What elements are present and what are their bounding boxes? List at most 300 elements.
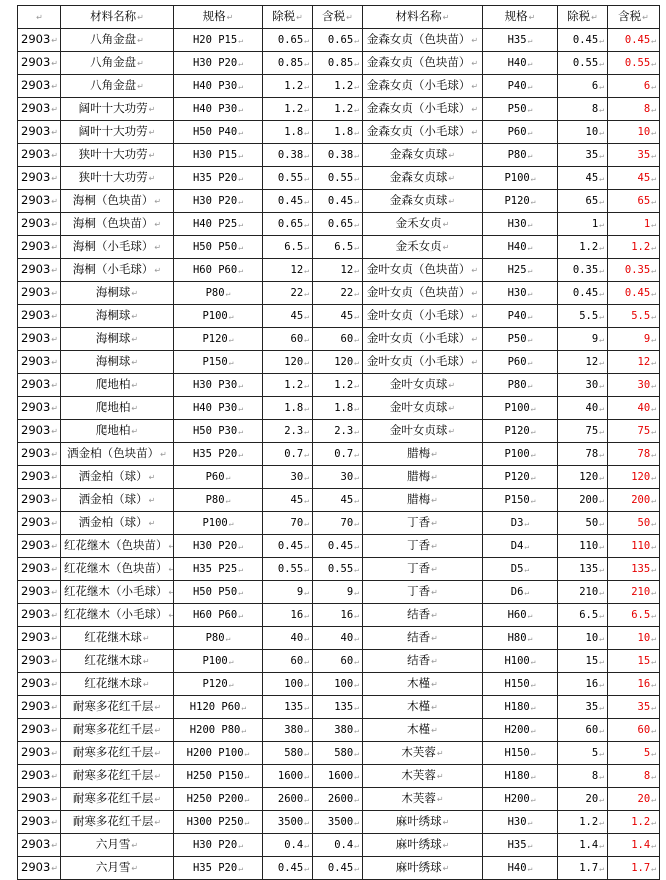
cell-excl-tax-right: 6 ↵ xyxy=(558,75,608,98)
cell-excl-tax-right: 10 ↵ xyxy=(558,121,608,144)
cell-excl-tax-left: 9 ↵ xyxy=(263,581,313,604)
cell-name-right: 金叶女贞（小毛球） ↵ xyxy=(363,305,483,328)
table-row xyxy=(18,351,660,374)
table-row xyxy=(18,397,660,420)
cell-name-left: 八角金盘 ↵ xyxy=(61,29,174,52)
cell-spec-right: H40 ↵ xyxy=(483,857,558,880)
cell-excl-tax-left: 1.2 ↵ xyxy=(263,98,313,121)
cell-spec-right: P100 ↵ xyxy=(483,443,558,466)
cell-excl-tax-right: 30 ↵ xyxy=(558,374,608,397)
header-spec-right: 规格 ↵ xyxy=(483,6,558,29)
cell-code: 2903 ↵ xyxy=(18,190,61,213)
cell-spec-left: H40 P30 ↵ xyxy=(174,98,263,121)
cell-excl-tax-right: 1 ↵ xyxy=(558,213,608,236)
cell-name-left: 阔叶十大功劳 ↵ xyxy=(61,121,174,144)
cell-name-right: 金叶女贞（色块苗） ↵ xyxy=(363,282,483,305)
table-row xyxy=(18,857,660,880)
cell-excl-tax-right: 45 ↵ xyxy=(558,167,608,190)
cell-excl-tax-right: 210 ↵ xyxy=(558,581,608,604)
cell-spec-left: H30 P20 ↵ xyxy=(174,834,263,857)
cell-excl-tax-left: 22 ↵ xyxy=(263,282,313,305)
cell-incl-tax-right: 16 ↵ xyxy=(608,673,660,696)
cell-code: 2903 ↵ xyxy=(18,236,61,259)
cell-name-right: 金森女贞球 ↵ xyxy=(363,144,483,167)
cell-incl-tax-left: 70 ↵ xyxy=(313,512,363,535)
cell-name-left: 红花继木（色块苗） ↵ xyxy=(61,535,174,558)
cell-incl-tax-right: 35 ↵ xyxy=(608,696,660,719)
cell-excl-tax-right: 78 ↵ xyxy=(558,443,608,466)
cell-name-right: 金叶女贞（小毛球） ↵ xyxy=(363,351,483,374)
cell-code: 2903 ↵ xyxy=(18,351,61,374)
cell-spec-right: P60 ↵ xyxy=(483,121,558,144)
cell-spec-left: H60 P60 ↵ xyxy=(174,259,263,282)
cell-name-right: 木槿 ↵ xyxy=(363,719,483,742)
cell-excl-tax-left: 2.3 ↵ xyxy=(263,420,313,443)
cell-incl-tax-left: 6.5 ↵ xyxy=(313,236,363,259)
table-row xyxy=(18,765,660,788)
cell-name-right: 木芙蓉 ↵ xyxy=(363,765,483,788)
header-excl-tax-right: 除税 ↵ xyxy=(558,6,608,29)
table-row xyxy=(18,673,660,696)
cell-incl-tax-left: 0.65 ↵ xyxy=(313,213,363,236)
cell-name-left: 红花继木球 ↵ xyxy=(61,627,174,650)
cell-spec-left: H40 P30 ↵ xyxy=(174,397,263,420)
cell-spec-left: P120 ↵ xyxy=(174,328,263,351)
cell-name-right: 木槿 ↵ xyxy=(363,673,483,696)
cell-excl-tax-right: 50 ↵ xyxy=(558,512,608,535)
cell-excl-tax-left: 100 ↵ xyxy=(263,673,313,696)
cell-excl-tax-right: 35 ↵ xyxy=(558,144,608,167)
cell-incl-tax-left: 0.55 ↵ xyxy=(313,167,363,190)
cell-excl-tax-left: 0.65 ↵ xyxy=(263,213,313,236)
cell-code: 2903 ↵ xyxy=(18,282,61,305)
cell-name-right: 结香 ↵ xyxy=(363,650,483,673)
cell-code: 2903 ↵ xyxy=(18,420,61,443)
cell-name-right: 麻叶绣球 ↵ xyxy=(363,834,483,857)
cell-spec-right: P120 ↵ xyxy=(483,466,558,489)
cell-spec-right: H180 ↵ xyxy=(483,765,558,788)
table-row xyxy=(18,489,660,512)
cell-excl-tax-right: 5.5 ↵ xyxy=(558,305,608,328)
cell-excl-tax-left: 1.8 ↵ xyxy=(263,397,313,420)
cell-incl-tax-right: 210 ↵ xyxy=(608,581,660,604)
cell-excl-tax-left: 135 ↵ xyxy=(263,696,313,719)
cell-excl-tax-right: 135 ↵ xyxy=(558,558,608,581)
cell-spec-right: P50 ↵ xyxy=(483,98,558,121)
cell-spec-left: H120 P60 ↵ xyxy=(174,696,263,719)
cell-spec-left: H30 P30 ↵ xyxy=(174,374,263,397)
cell-incl-tax-right: 120 ↵ xyxy=(608,466,660,489)
cell-incl-tax-right: 35 ↵ xyxy=(608,144,660,167)
cell-incl-tax-right: 20 ↵ xyxy=(608,788,660,811)
cell-code: 2903 ↵ xyxy=(18,512,61,535)
cell-name-right: 麻叶绣球 ↵ xyxy=(363,811,483,834)
cell-incl-tax-left: 0.45 ↵ xyxy=(313,190,363,213)
cell-incl-tax-left: 9 ↵ xyxy=(313,581,363,604)
cell-excl-tax-right: 16 ↵ xyxy=(558,673,608,696)
cell-incl-tax-left: 60 ↵ xyxy=(313,328,363,351)
cell-spec-right: H200 ↵ xyxy=(483,788,558,811)
cell-incl-tax-left: 0.4 ↵ xyxy=(313,834,363,857)
cell-incl-tax-right: 6 ↵ xyxy=(608,75,660,98)
cell-incl-tax-right: 0.45 ↵ xyxy=(608,29,660,52)
cell-name-right: 丁香 ↵ xyxy=(363,558,483,581)
cell-excl-tax-left: 0.85 ↵ xyxy=(263,52,313,75)
cell-spec-right: P150 ↵ xyxy=(483,489,558,512)
cell-spec-left: H35 P20 ↵ xyxy=(174,857,263,880)
cell-spec-right: P120 ↵ xyxy=(483,420,558,443)
cell-incl-tax-right: 60 ↵ xyxy=(608,719,660,742)
cell-spec-right: H200 ↵ xyxy=(483,719,558,742)
cell-spec-left: P100 ↵ xyxy=(174,512,263,535)
cell-incl-tax-right: 1.2 ↵ xyxy=(608,236,660,259)
cell-code: 2903 ↵ xyxy=(18,834,61,857)
cell-spec-right: H40 ↵ xyxy=(483,236,558,259)
cell-name-left: 海桐球 ↵ xyxy=(61,282,174,305)
table-row xyxy=(18,328,660,351)
cell-spec-right: P120 ↵ xyxy=(483,190,558,213)
cell-spec-left: H35 P20 ↵ xyxy=(174,443,263,466)
cell-incl-tax-right: 30 ↵ xyxy=(608,374,660,397)
cell-name-right: 丁香 ↵ xyxy=(363,512,483,535)
cell-name-right: 木芙蓉 ↵ xyxy=(363,742,483,765)
cell-spec-left: H200 P100 ↵ xyxy=(174,742,263,765)
cell-incl-tax-left: 1.2 ↵ xyxy=(313,374,363,397)
cell-excl-tax-left: 580 ↵ xyxy=(263,742,313,765)
cell-incl-tax-right: 0.45 ↵ xyxy=(608,282,660,305)
cell-excl-tax-left: 16 ↵ xyxy=(263,604,313,627)
cell-code: 2903 ↵ xyxy=(18,489,61,512)
cell-incl-tax-right: 0.35 ↵ xyxy=(608,259,660,282)
cell-incl-tax-right: 78 ↵ xyxy=(608,443,660,466)
cell-incl-tax-right: 1.7 ↵ xyxy=(608,857,660,880)
cell-code: 2903 ↵ xyxy=(18,98,61,121)
cell-incl-tax-left: 16 ↵ xyxy=(313,604,363,627)
table-row xyxy=(18,374,660,397)
cell-code: 2903 ↵ xyxy=(18,719,61,742)
cell-excl-tax-left: 0.65 ↵ xyxy=(263,29,313,52)
cell-spec-left: H50 P30 ↵ xyxy=(174,420,263,443)
table-row xyxy=(18,604,660,627)
cell-name-left: 爬地柏 ↵ xyxy=(61,397,174,420)
table-row xyxy=(18,52,660,75)
cell-excl-tax-left: 120 ↵ xyxy=(263,351,313,374)
cell-excl-tax-right: 8 ↵ xyxy=(558,765,608,788)
cell-name-left: 耐寒多花红千层 ↵ xyxy=(61,719,174,742)
cell-code: 2903 ↵ xyxy=(18,75,61,98)
cell-name-right: 丁香 ↵ xyxy=(363,581,483,604)
cell-code: 2903 ↵ xyxy=(18,627,61,650)
table-row xyxy=(18,282,660,305)
cell-excl-tax-left: 3500 ↵ xyxy=(263,811,313,834)
cell-excl-tax-right: 75 ↵ xyxy=(558,420,608,443)
cell-spec-right: P80 ↵ xyxy=(483,374,558,397)
cell-excl-tax-left: 70 ↵ xyxy=(263,512,313,535)
cell-spec-left: P100 ↵ xyxy=(174,650,263,673)
cell-spec-left: H200 P80 ↵ xyxy=(174,719,263,742)
cell-spec-left: P120 ↵ xyxy=(174,673,263,696)
table-row xyxy=(18,466,660,489)
cell-spec-left: H30 P20 ↵ xyxy=(174,535,263,558)
cell-code: 2903 ↵ xyxy=(18,259,61,282)
table-row xyxy=(18,167,660,190)
cell-incl-tax-right: 1 ↵ xyxy=(608,213,660,236)
cell-excl-tax-right: 1.4 ↵ xyxy=(558,834,608,857)
header-incl-tax-left: 含税 ↵ xyxy=(313,6,363,29)
cell-spec-left: H35 P25 ↵ xyxy=(174,558,263,581)
cell-spec-right: P60 ↵ xyxy=(483,351,558,374)
cell-code: 2903 ↵ xyxy=(18,328,61,351)
cell-incl-tax-right: 65 ↵ xyxy=(608,190,660,213)
cell-incl-tax-left: 1.8 ↵ xyxy=(313,121,363,144)
cell-name-left: 海桐（小毛球） ↵ xyxy=(61,236,174,259)
cell-name-right: 金森女贞（小毛球） ↵ xyxy=(363,75,483,98)
cell-name-left: 耐寒多花红千层 ↵ xyxy=(61,696,174,719)
cell-excl-tax-right: 40 ↵ xyxy=(558,397,608,420)
cell-excl-tax-left: 6.5 ↵ xyxy=(263,236,313,259)
cell-name-right: 金叶女贞（色块苗） ↵ xyxy=(363,259,483,282)
header-excl-tax-left: 除税 ↵ xyxy=(263,6,313,29)
cell-spec-left: H30 P20 ↵ xyxy=(174,52,263,75)
cell-incl-tax-left: 60 ↵ xyxy=(313,650,363,673)
cell-spec-right: H40 ↵ xyxy=(483,52,558,75)
cell-excl-tax-left: 380 ↵ xyxy=(263,719,313,742)
table-row xyxy=(18,834,660,857)
cell-name-left: 海桐球 ↵ xyxy=(61,351,174,374)
table-row xyxy=(18,512,660,535)
cell-name-right: 金森女贞球 ↵ xyxy=(363,190,483,213)
cell-incl-tax-right: 15 ↵ xyxy=(608,650,660,673)
cell-spec-right: P100 ↵ xyxy=(483,167,558,190)
cell-excl-tax-right: 0.45 ↵ xyxy=(558,282,608,305)
cell-name-left: 爬地柏 ↵ xyxy=(61,374,174,397)
cell-spec-right: D5 ↵ xyxy=(483,558,558,581)
cell-incl-tax-left: 135 ↵ xyxy=(313,696,363,719)
cell-incl-tax-right: 1.2 ↵ xyxy=(608,811,660,834)
cell-incl-tax-left: 1.2 ↵ xyxy=(313,98,363,121)
cell-spec-right: P100 ↵ xyxy=(483,397,558,420)
header-name-left: 材料名称 ↵ xyxy=(61,6,174,29)
cell-code: 2903 ↵ xyxy=(18,305,61,328)
cell-excl-tax-right: 200 ↵ xyxy=(558,489,608,512)
cell-excl-tax-left: 45 ↵ xyxy=(263,305,313,328)
cell-incl-tax-right: 9 ↵ xyxy=(608,328,660,351)
cell-name-left: 洒金柏（球） ↵ xyxy=(61,512,174,535)
cell-code: 2903 ↵ xyxy=(18,144,61,167)
cell-spec-left: H35 P20 ↵ xyxy=(174,167,263,190)
table-row xyxy=(18,420,660,443)
cell-excl-tax-right: 1.7 ↵ xyxy=(558,857,608,880)
cell-incl-tax-left: 580 ↵ xyxy=(313,742,363,765)
cell-excl-tax-left: 0.7 ↵ xyxy=(263,443,313,466)
cell-excl-tax-right: 10 ↵ xyxy=(558,627,608,650)
cell-name-left: 狭叶十大功劳 ↵ xyxy=(61,167,174,190)
cell-incl-tax-left: 30 ↵ xyxy=(313,466,363,489)
table-row xyxy=(18,719,660,742)
cell-name-right: 金禾女贞 ↵ xyxy=(363,213,483,236)
cell-excl-tax-left: 40 ↵ xyxy=(263,627,313,650)
cell-spec-right: D6 ↵ xyxy=(483,581,558,604)
cell-name-left: 洒金柏（色块苗） ↵ xyxy=(61,443,174,466)
cell-code: 2903 ↵ xyxy=(18,397,61,420)
cell-spec-left: H40 P25 ↵ xyxy=(174,213,263,236)
cell-excl-tax-right: 0.55 ↵ xyxy=(558,52,608,75)
cell-incl-tax-left: 2.3 ↵ xyxy=(313,420,363,443)
cell-spec-left: P80 ↵ xyxy=(174,282,263,305)
cell-code: 2903 ↵ xyxy=(18,696,61,719)
table-row xyxy=(18,535,660,558)
cell-excl-tax-right: 9 ↵ xyxy=(558,328,608,351)
cell-code: 2903 ↵ xyxy=(18,29,61,52)
cell-spec-right: P40 ↵ xyxy=(483,75,558,98)
cell-spec-right: P40 ↵ xyxy=(483,305,558,328)
cell-spec-right: P80 ↵ xyxy=(483,144,558,167)
cell-incl-tax-right: 75 ↵ xyxy=(608,420,660,443)
table-row xyxy=(18,190,660,213)
price-table xyxy=(17,5,660,880)
cell-name-right: 金叶女贞球 ↵ xyxy=(363,397,483,420)
cell-incl-tax-left: 0.55 ↵ xyxy=(313,558,363,581)
cell-incl-tax-right: 6.5 ↵ xyxy=(608,604,660,627)
cell-spec-left: H250 P200 ↵ xyxy=(174,788,263,811)
table-row xyxy=(18,259,660,282)
cell-excl-tax-left: 0.45 ↵ xyxy=(263,857,313,880)
cell-name-left: 耐寒多花红千层 ↵ xyxy=(61,811,174,834)
cell-name-left: 耐寒多花红千层 ↵ xyxy=(61,742,174,765)
cell-name-left: 洒金柏（球） ↵ xyxy=(61,466,174,489)
cell-incl-tax-left: 120 ↵ xyxy=(313,351,363,374)
cell-name-left: 阔叶十大功劳 ↵ xyxy=(61,98,174,121)
cell-name-left: 海桐（色块苗） ↵ xyxy=(61,213,174,236)
cell-name-left: 红花继木球 ↵ xyxy=(61,673,174,696)
cell-code: 2903 ↵ xyxy=(18,742,61,765)
cell-spec-right: H30 ↵ xyxy=(483,213,558,236)
table-row xyxy=(18,98,660,121)
cell-name-right: 丁香 ↵ xyxy=(363,535,483,558)
table-row xyxy=(18,236,660,259)
cell-name-left: 海桐球 ↵ xyxy=(61,328,174,351)
cell-name-right: 腊梅 ↵ xyxy=(363,443,483,466)
cell-spec-right: H60 ↵ xyxy=(483,604,558,627)
cell-name-right: 金森女贞（色块苗） ↵ xyxy=(363,29,483,52)
table-row xyxy=(18,558,660,581)
cell-name-left: 六月雪 ↵ xyxy=(61,857,174,880)
cell-spec-right: H35 ↵ xyxy=(483,29,558,52)
cell-name-right: 腊梅 ↵ xyxy=(363,466,483,489)
cell-code: 2903 ↵ xyxy=(18,167,61,190)
table-row xyxy=(18,650,660,673)
cell-name-left: 耐寒多花红千层 ↵ xyxy=(61,765,174,788)
cell-excl-tax-left: 0.38 ↵ xyxy=(263,144,313,167)
cell-excl-tax-right: 60 ↵ xyxy=(558,719,608,742)
cell-incl-tax-left: 0.45 ↵ xyxy=(313,535,363,558)
cell-name-left: 六月雪 ↵ xyxy=(61,834,174,857)
table-row xyxy=(18,696,660,719)
cell-name-left: 洒金柏（球） ↵ xyxy=(61,489,174,512)
cell-name-right: 结香 ↵ xyxy=(363,627,483,650)
cell-incl-tax-right: 5.5 ↵ xyxy=(608,305,660,328)
cell-name-right: 麻叶绣球 ↵ xyxy=(363,857,483,880)
table-row xyxy=(18,305,660,328)
cell-name-right: 金森女贞球 ↵ xyxy=(363,167,483,190)
table-row xyxy=(18,144,660,167)
cell-spec-left: P80 ↵ xyxy=(174,627,263,650)
cell-incl-tax-left: 2600 ↵ xyxy=(313,788,363,811)
table-row xyxy=(18,811,660,834)
cell-incl-tax-left: 12 ↵ xyxy=(313,259,363,282)
cell-spec-left: H40 P30 ↵ xyxy=(174,75,263,98)
cell-name-left: 爬地柏 ↵ xyxy=(61,420,174,443)
cell-spec-left: H250 P150 ↵ xyxy=(174,765,263,788)
cell-excl-tax-left: 1600 ↵ xyxy=(263,765,313,788)
cell-code: 2903 ↵ xyxy=(18,466,61,489)
header-row xyxy=(18,6,660,29)
cell-name-left: 海桐（色块苗） ↵ xyxy=(61,190,174,213)
header-code xyxy=(18,6,61,29)
cell-incl-tax-left: 40 ↵ xyxy=(313,627,363,650)
cell-spec-right: H180 ↵ xyxy=(483,696,558,719)
cell-incl-tax-left: 1.8 ↵ xyxy=(313,397,363,420)
header-spec-left: 规格 ↵ xyxy=(174,6,263,29)
cell-incl-tax-left: 45 ↵ xyxy=(313,305,363,328)
cell-spec-left: H50 P40 ↵ xyxy=(174,121,263,144)
cell-name-left: 八角金盘 ↵ xyxy=(61,52,174,75)
cell-incl-tax-right: 12 ↵ xyxy=(608,351,660,374)
cell-spec-left: P150 ↵ xyxy=(174,351,263,374)
cell-code: 2903 ↵ xyxy=(18,811,61,834)
cell-spec-right: H100 ↵ xyxy=(483,650,558,673)
cell-name-left: 八角金盘 ↵ xyxy=(61,75,174,98)
cell-incl-tax-right: 5 ↵ xyxy=(608,742,660,765)
cell-code: 2903 ↵ xyxy=(18,558,61,581)
cell-code: 2903 ↵ xyxy=(18,52,61,75)
cell-excl-tax-right: 15 ↵ xyxy=(558,650,608,673)
cell-excl-tax-right: 110 ↵ xyxy=(558,535,608,558)
cell-name-left: 海桐球 ↵ xyxy=(61,305,174,328)
cell-incl-tax-right: 8 ↵ xyxy=(608,765,660,788)
cell-excl-tax-left: 1.8 ↵ xyxy=(263,121,313,144)
cell-incl-tax-right: 50 ↵ xyxy=(608,512,660,535)
cell-spec-left: H30 P15 ↵ xyxy=(174,144,263,167)
cell-excl-tax-left: 30 ↵ xyxy=(263,466,313,489)
cell-name-left: 红花继木（小毛球） ↵ xyxy=(61,604,174,627)
cell-incl-tax-left: 1600 ↵ xyxy=(313,765,363,788)
cell-code: 2903 ↵ xyxy=(18,765,61,788)
cell-spec-right: P50 ↵ xyxy=(483,328,558,351)
cell-excl-tax-left: 60 ↵ xyxy=(263,328,313,351)
cell-incl-tax-left: 0.7 ↵ xyxy=(313,443,363,466)
table-row xyxy=(18,788,660,811)
cell-code: 2903 ↵ xyxy=(18,857,61,880)
cell-excl-tax-right: 120 ↵ xyxy=(558,466,608,489)
cell-name-right: 结香 ↵ xyxy=(363,604,483,627)
cell-excl-tax-right: 12 ↵ xyxy=(558,351,608,374)
cell-spec-right: H80 ↵ xyxy=(483,627,558,650)
cell-name-right: 木槿 ↵ xyxy=(363,696,483,719)
cell-excl-tax-left: 0.45 ↵ xyxy=(263,190,313,213)
cell-code: 2903 ↵ xyxy=(18,443,61,466)
cell-spec-right: H25 ↵ xyxy=(483,259,558,282)
cell-incl-tax-left: 45 ↵ xyxy=(313,489,363,512)
cell-incl-tax-left: 0.65 ↵ xyxy=(313,29,363,52)
cell-spec-left: H30 P20 ↵ xyxy=(174,190,263,213)
table-row xyxy=(18,443,660,466)
cell-name-left: 红花继木球 ↵ xyxy=(61,650,174,673)
cell-excl-tax-right: 35 ↵ xyxy=(558,696,608,719)
cell-incl-tax-left: 3500 ↵ xyxy=(313,811,363,834)
cell-excl-tax-left: 0.55 ↵ xyxy=(263,167,313,190)
cell-spec-right: D4 ↵ xyxy=(483,535,558,558)
